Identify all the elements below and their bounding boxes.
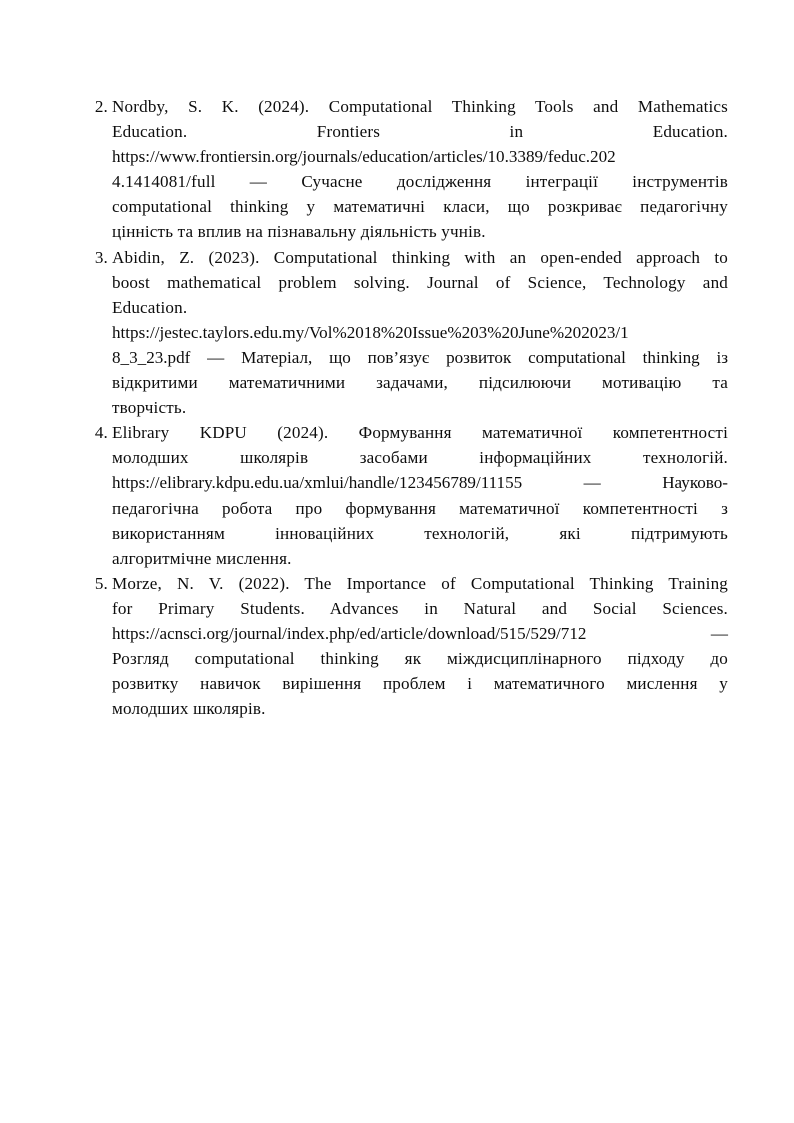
reference-line: використанням інноваційних технологій, які підтримують bbox=[112, 523, 728, 543]
reference-url-line: https://www.frontiersin.org/journals/education/articles/10.3389/feduc.202 bbox=[112, 147, 616, 167]
list-item bbox=[88, 94, 728, 245]
reference-number: 4. bbox=[94, 423, 108, 443]
reference-line: Nordby, S. K. (2024). Computational Thinking Tools and Mathematics bbox=[112, 97, 728, 116]
list-item bbox=[88, 245, 728, 421]
reference-number: 3. bbox=[94, 247, 108, 267]
reference-line: 4.1414081/full — Сучасне дослідження інтеграції інструментів bbox=[112, 172, 728, 192]
reference-url-line: https://acnsci.org/journal/index.php/ed/article/download/515/529/712 — bbox=[112, 623, 728, 643]
reference-line: творчість. bbox=[112, 398, 187, 418]
reference-line: computational thinking у математичні класи, що розкриває педагогічну bbox=[112, 197, 728, 217]
reference-line: розвитку навичок вирішення проблем і математичного мислення у bbox=[112, 674, 728, 694]
reference-number: 2. bbox=[94, 97, 108, 116]
reference-line: алгоритмічне мислення. bbox=[112, 548, 292, 568]
reference-line: Розгляд computational thinking як міждисциплінарного підходу до bbox=[112, 649, 728, 669]
reference-line: цінність та вплив на пізнавальну діяльність учнів. bbox=[112, 222, 486, 242]
reference-line: Elibrary KDPU (2024). Формування математичної компетентності bbox=[112, 423, 728, 443]
reference-line: for Primary Students. Advances in Natural and Social Sciences. bbox=[112, 598, 728, 618]
reference-line: молодших школярів засобами інформаційних технологій. bbox=[112, 448, 728, 468]
reference-line: молодших школярів. bbox=[112, 699, 266, 719]
reference-list bbox=[88, 94, 728, 721]
reference-line: Morze, N. V. (2022). The Importance of Computational Thinking Training bbox=[112, 573, 728, 593]
reference-line: boost mathematical problem solving. Journal of Science, Technology and bbox=[112, 272, 728, 292]
reference-line: педагогічна робота про формування математичної компетентності з bbox=[112, 498, 728, 518]
reference-url-line: https://jestec.taylors.edu.my/Vol%2018%20Issue%203%20June%202023/1 bbox=[112, 322, 629, 342]
list-item bbox=[88, 571, 728, 722]
reference-number: 5. bbox=[94, 573, 108, 593]
reference-line: Education. bbox=[112, 297, 188, 317]
reference-line: Abidin, Z. (2023). Computational thinking with an open-ended approach to bbox=[112, 247, 728, 267]
reference-line: 8_3_23.pdf — Матеріал, що пов’язує розвиток computational thinking із bbox=[112, 347, 728, 367]
reference-line: Education. Frontiers in Education. bbox=[112, 122, 728, 142]
list-item bbox=[88, 420, 728, 571]
reference-line: відкритими математичними задачами, підсилюючи мотивацію та bbox=[112, 373, 728, 393]
reference-url-line: https://elibrary.kdpu.edu.ua/xmlui/handle/123456789/11155 — Науково- bbox=[112, 473, 728, 493]
